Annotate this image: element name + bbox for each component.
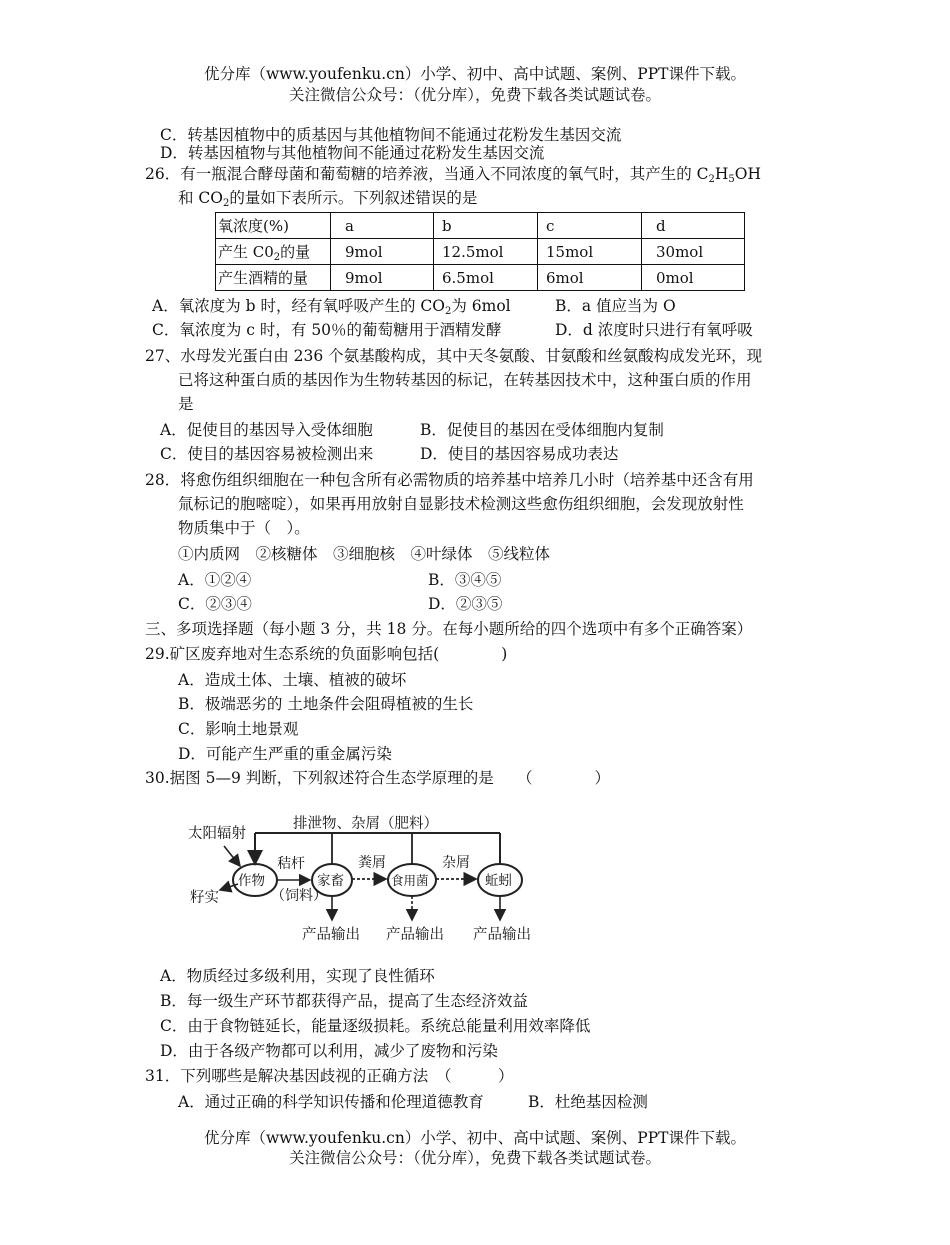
manure-label: 粪屑 xyxy=(358,855,386,871)
q29-option-b: B．极端恶劣的 土地条件会阻碍植被的生长 xyxy=(178,695,474,713)
section-3-heading: 三、多项选择题（每小题 3 分，共 18 分。在每小题所给的四个选项中有多个正确答案） xyxy=(145,620,753,638)
q28-option-a: A．①②④ xyxy=(178,571,252,589)
q26-data-table xyxy=(215,212,745,291)
table-cell: 30mol xyxy=(642,239,745,265)
q26-stem-line1: 26．有一瓶混合酵母菌和葡萄糖的培养液，当通入不同浓度的氧气时，其产生的 $C_2H_5OH$ xyxy=(145,165,762,185)
q27-stem-line3: 是 xyxy=(178,395,194,413)
feed-label: （饲料） xyxy=(271,888,327,904)
table-header-row xyxy=(216,213,745,239)
q28-option-c: C．②③④ xyxy=(178,595,252,613)
q27-stem-line2: 已将这种蛋白质的基因作为生物转基因的标记，在转基因技术中，这种蛋白质的作用 xyxy=(178,371,752,389)
q26-stem-line2: 和 $CO_2$的量如下表所示。下列叙述错误的是 xyxy=(178,189,478,209)
q30-stem: 30.据图 5—9 判断，下列叙述符合生态学原理的是 （ ） xyxy=(145,769,610,787)
q26-option-d: D．d 浓度时只进行有氧呼吸 xyxy=(555,321,753,339)
table-cell: 9mol xyxy=(331,265,434,291)
fertilizer-label: 排泄物、杂屑（肥料） xyxy=(293,816,438,832)
footer-line-1: 优分库（www.youfenku.cn）小学、初中、高中试题、案例、PPT课件下载。 xyxy=(203,1129,747,1147)
q30-option-a: A．物质经过多级利用，实现了良性循环 xyxy=(160,967,435,985)
debris-label: 杂屑 xyxy=(442,855,470,871)
q28-option-b: B．③④⑤ xyxy=(428,571,502,589)
header-line-2: 关注微信公众号：（优分库），免费下载各类试题试卷。 xyxy=(288,86,661,104)
footer-line-2: 关注微信公众号：（优分库），免费下载各类试题试卷。 xyxy=(288,1149,661,1167)
output-label-fungus: 产品输出 xyxy=(386,927,444,943)
output-label-earthworm: 产品输出 xyxy=(473,927,531,943)
q29-option-d: D．可能产生严重的重金属污染 xyxy=(178,745,392,763)
table-cell: 氧浓度(%) xyxy=(216,213,331,239)
q29-option-a: A．造成土体、土壤、植被的破坏 xyxy=(178,671,407,689)
livestock-label: 家畜 xyxy=(317,873,344,889)
q28-option-d: D．②③⑤ xyxy=(428,595,503,613)
table-cell: d xyxy=(642,213,745,239)
table-cell: c xyxy=(538,213,642,239)
q30-option-c: C．由于食物链延长，能量逐级损耗。系统总能量利用效率降低 xyxy=(160,1017,591,1035)
q31-stem: 31．下列哪些是解决基因歧视的正确方法 （ ） xyxy=(145,1067,514,1085)
seeds-label: 籽实 xyxy=(190,890,219,906)
q26-option-a: A．氧浓度为 b 时，经有氧呼吸产生的 $CO_2$为 6mol xyxy=(152,297,511,317)
q25-option-c: C．转基因植物中的质基因与其他植物间不能通过花粉发生基因交流 xyxy=(160,126,622,144)
table-cell: 9mol xyxy=(331,239,434,265)
q27-option-c: C．使目的基因容易被检测出来 xyxy=(160,445,374,463)
q30-option-d: D．由于各级产物都可以利用，减少了废物和污染 xyxy=(160,1042,498,1060)
q30-option-b: B．每一级生产环节都获得产品，提高了生态经济效益 xyxy=(160,992,528,1010)
table-cell: 0mol xyxy=(642,265,745,291)
q27-option-b: B．促使目的基因在受体细胞内复制 xyxy=(420,421,664,439)
table-cell: 6mol xyxy=(538,265,642,291)
q27-option-d: D．使目的基因容易成功表达 xyxy=(420,445,619,463)
straw-label: 秸杆 xyxy=(277,856,305,872)
q31-option-b: B．杜绝基因检测 xyxy=(528,1093,648,1111)
q31-option-a: A．通过正确的科学知识传播和伦理道德教育 xyxy=(178,1093,484,1111)
table-cell: 6.5mol xyxy=(434,265,538,291)
q26-option-c: C．氧浓度为 c 时，有 50％的葡萄糖用于酒精发酵 xyxy=(152,321,502,339)
output-label-livestock: 产品输出 xyxy=(302,927,360,943)
table-row xyxy=(216,265,745,291)
q29-stem: 29.矿区废弃地对生态系统的负面影响包括( ) xyxy=(145,645,508,663)
q28-stem-line3: 物质集中于（ ）。 xyxy=(178,519,310,537)
earthworm-label: 蚯蚓 xyxy=(485,873,512,889)
table-cell: 15mol xyxy=(538,239,642,265)
sun-label: 太阳辐射 xyxy=(188,826,246,842)
crop-label: 作物 xyxy=(238,873,265,889)
q29-option-c: C．影响土地景观 xyxy=(178,720,299,738)
q28-items: ①内质网 ②核糖体 ③细胞核 ④叶绿体 ⑤线粒体 xyxy=(178,545,551,563)
header-line-1: 优分库（www.youfenku.cn）小学、初中、高中试题、案例、PPT课件下载。 xyxy=(203,65,747,83)
q26-option-b: B．a 值应当为 O xyxy=(555,297,676,315)
q28-stem-line2: 氚标记的胞嘧啶），如果再用放射自显影技术检测这些愈伤组织细胞，会发现放射性 xyxy=(178,495,744,513)
sun-arrow xyxy=(224,846,240,866)
table-row xyxy=(216,239,745,265)
fungus-label: 食用菌 xyxy=(391,873,429,888)
q28-stem-line1: 28．将愈伤组织细胞在一种包含所有必需物质的培养基中培养几小时（培养基中还含有用 xyxy=(145,471,754,489)
table-cell: 12.5mol xyxy=(434,239,538,265)
table-cell: 产生 $C0_2$的量 xyxy=(216,239,331,265)
q25-option-d: D．转基因植物与其他植物间不能通过花粉发生基因交流 xyxy=(160,144,545,162)
q27-stem-line1: 27、水母发光蛋白由 236 个氨基酸构成，其中天冬氨酸、甘氨酸和丝氨酸构成发光环，现 xyxy=(145,347,763,365)
table-cell: 产生酒精的量 xyxy=(216,265,331,291)
table-cell: a xyxy=(331,213,434,239)
q27-option-a: A．促使目的基因导入受体细胞 xyxy=(160,421,373,439)
table-cell: b xyxy=(434,213,538,239)
ecosystem-diagram xyxy=(180,808,560,958)
